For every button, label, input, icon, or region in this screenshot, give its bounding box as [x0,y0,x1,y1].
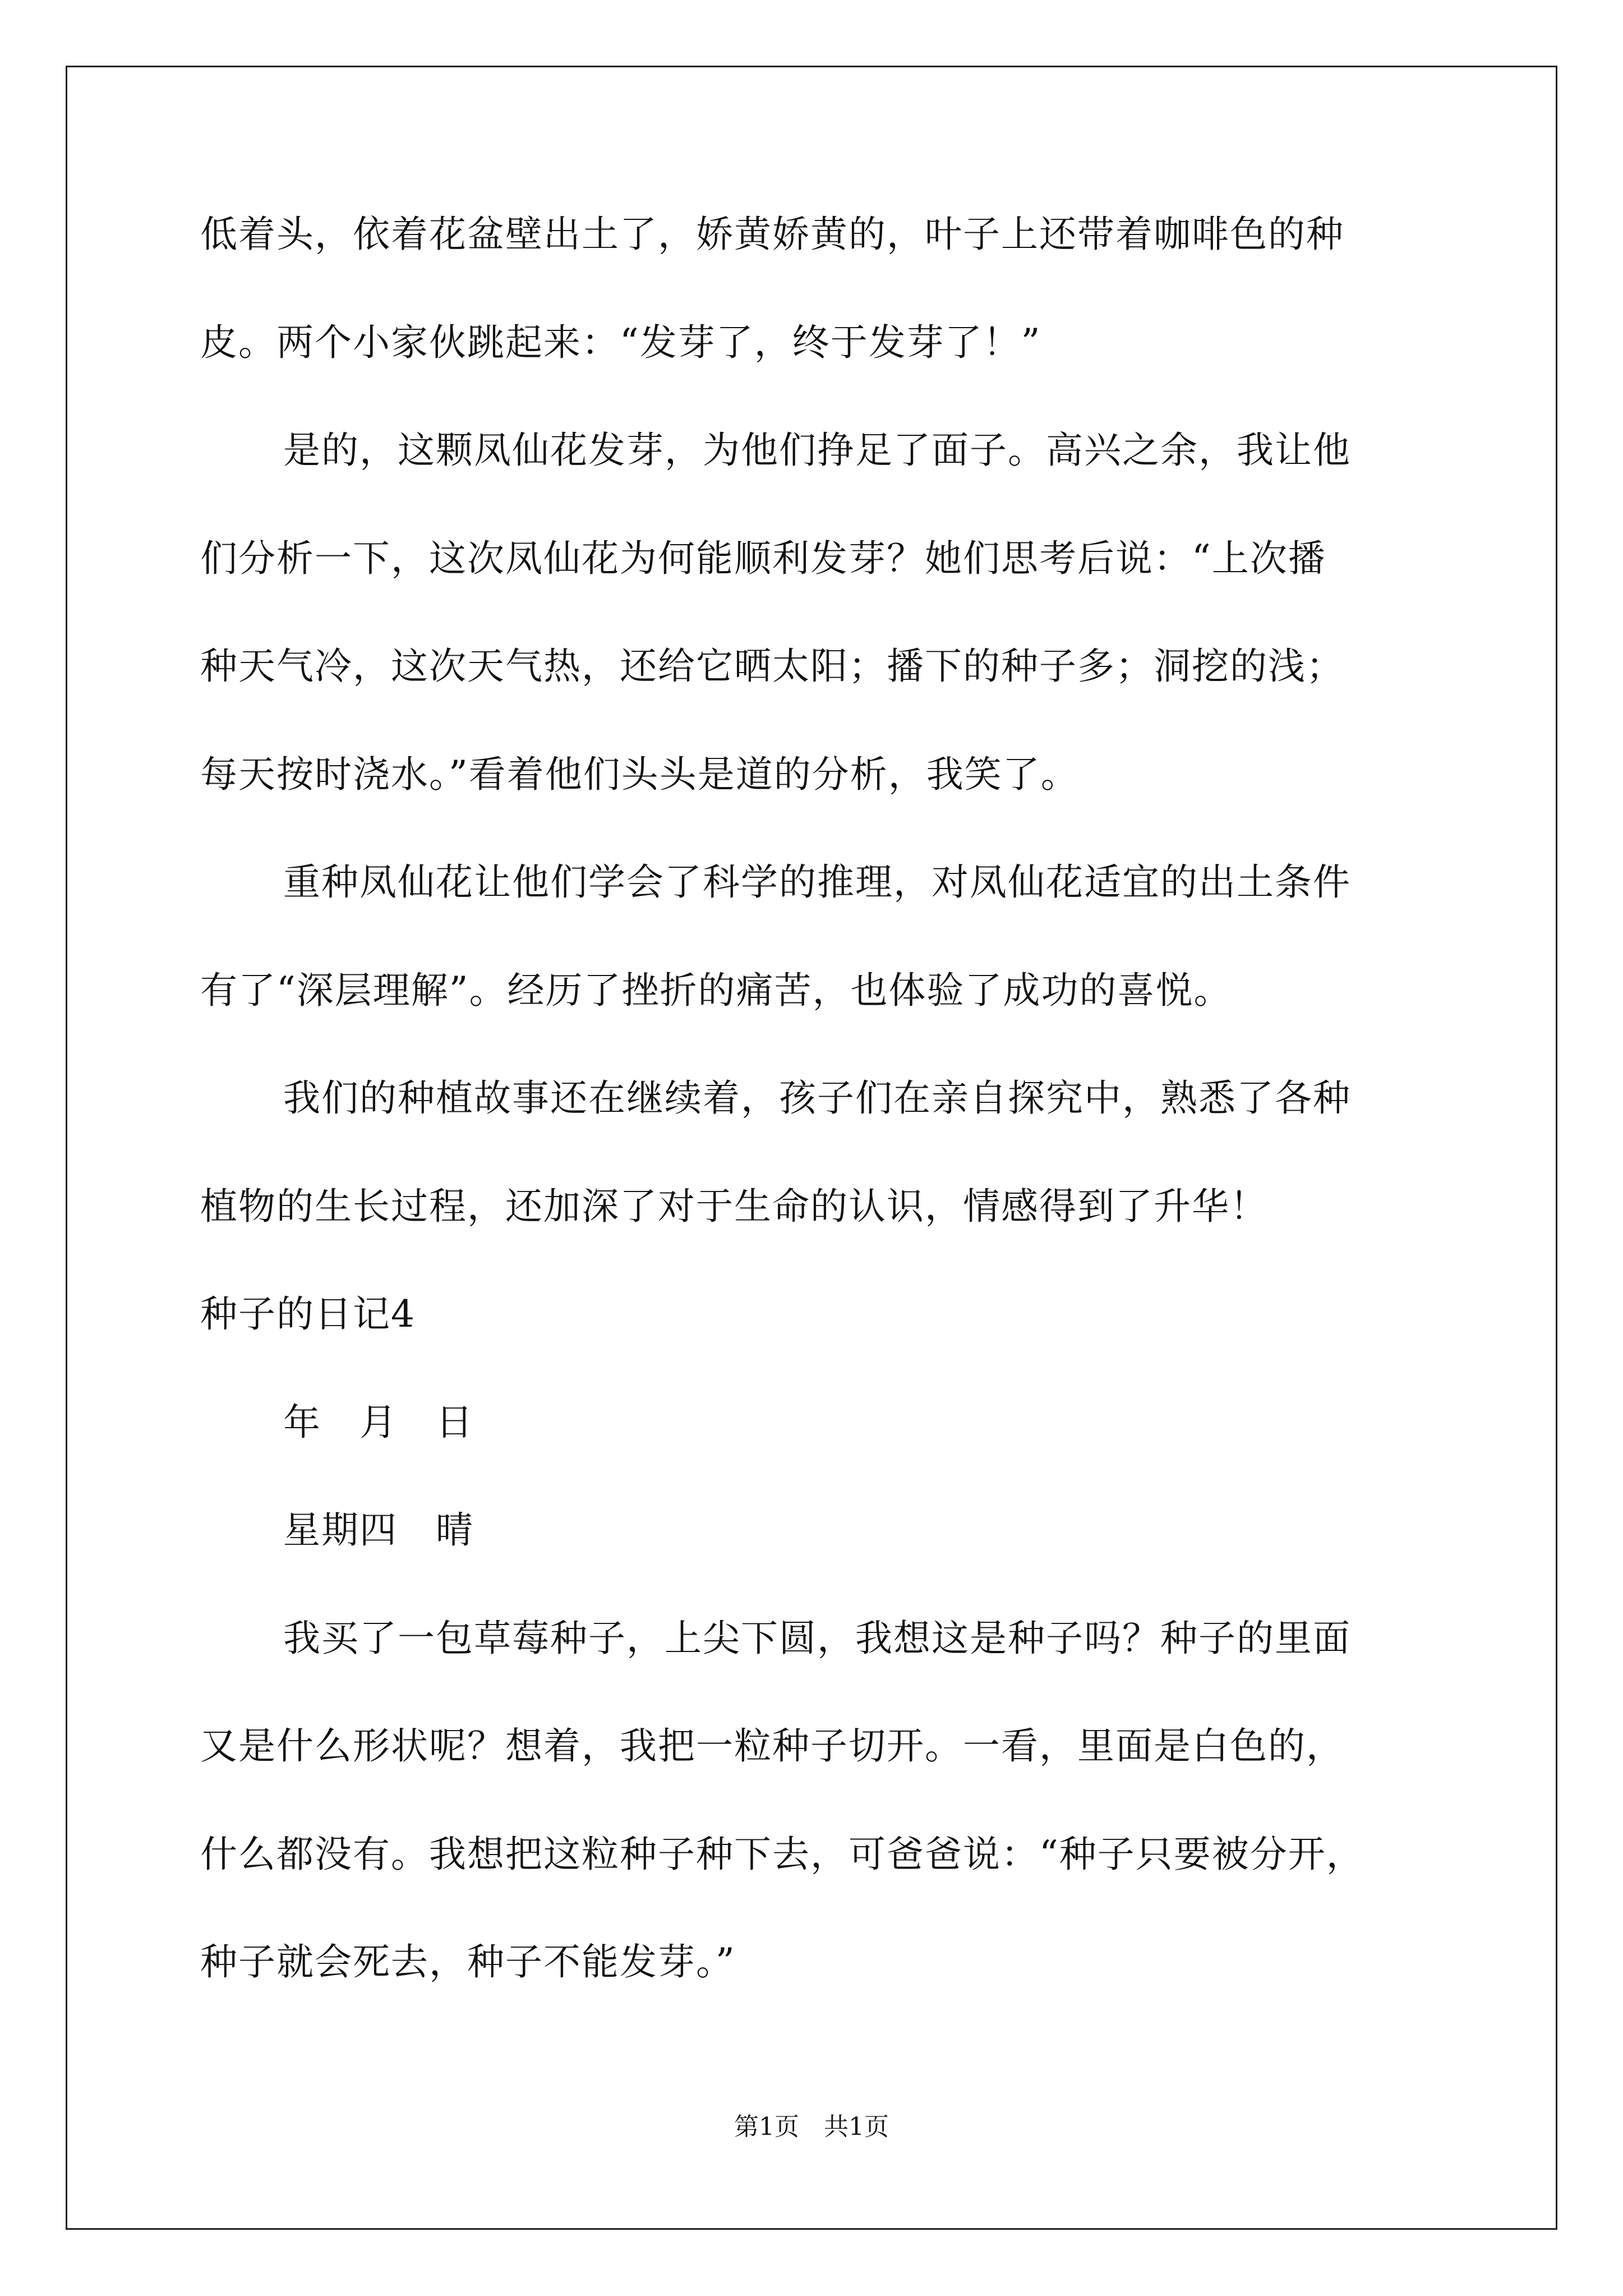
text-line-2: 皮。两个小家伙跳起来：“发芽了，终于发芽了！” [200,320,1041,364]
date-line: 年 月 日 [283,1400,474,1444]
text-line-4: 们分析一下，这次凤仙花为何能顺利发芽？她们思考后说：“上次播 [200,536,1326,580]
document-body [200,213,1468,2052]
text-line-7: 重种凤仙花让他们学会了科学的推理，对凤仙花适宜的出土条件 [283,861,1351,904]
text-line-10: 植物的生长过程，还加深了对于生命的认识，情感得到了升华！ [200,1184,1268,1228]
text-line-6: 每天按时浇水。”看着他们头头是道的分析，我笑了。 [200,752,1079,796]
text-line-1: 低着头，依着花盆壁出土了，娇黄娇黄的，叶子上还带着咖啡色的种 [200,213,1344,256]
page-footer: 第1页 共1页 [734,2113,889,2141]
text-line-3: 是的，这颗凤仙花发芽，为他们挣足了面子。高兴之余，我让他 [283,429,1351,472]
weekday-weather-line: 星期四 晴 [283,1508,474,1552]
text-line-16: 什么都没有。我想把这粒种子种下去，可爸爸说：“种子只要被分开， [200,1832,1364,1876]
text-line-17: 种子就会死去，种子不能发芽。” [200,1940,736,1984]
text-line-15: 又是什么形状呢？想着，我把一粒种子切开。一看，里面是白色的， [200,1724,1344,1768]
text-line-8: 有了“深层理解”。经历了挫折的痛苦，也体验了成功的喜悦。 [200,968,1232,1012]
section-heading: 种子的日记4 [200,1292,416,1336]
text-line-5: 种天气冷，这次天气热，还给它晒太阳；播下的种子多；洞挖的浅； [200,645,1344,688]
text-line-14: 我买了一包草莓种子，上尖下圆，我想这是种子吗？种子的里面 [283,1616,1351,1660]
text-line-9: 我们的种植故事还在继续着，孩子们在亲自探究中，熟悉了各种 [283,1076,1351,1120]
